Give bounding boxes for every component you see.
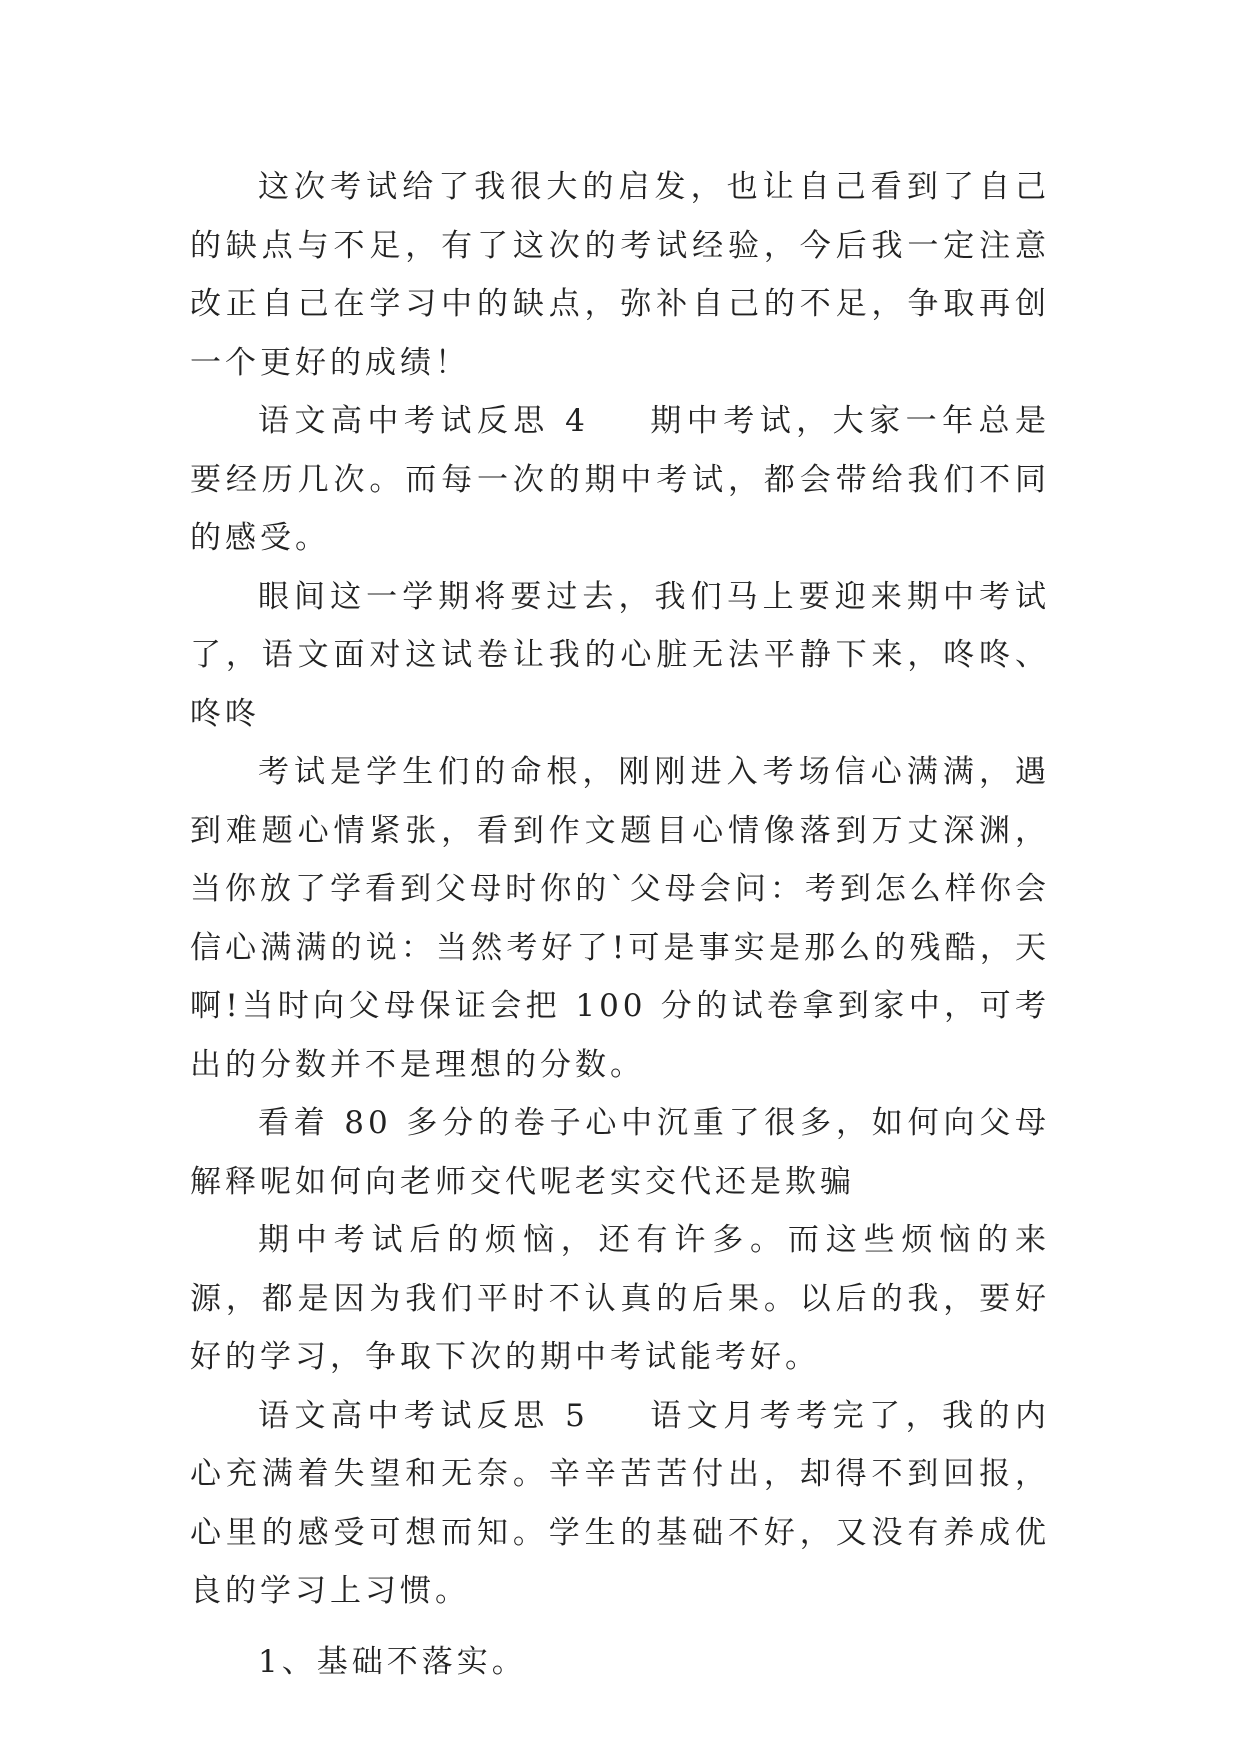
paragraph-4: 考试是学生们的命根，刚刚进入考场信心满满，遇到难题心情紧张，看到作文题目心情像落到万丈深渊，当你放了学看到父母时你的`父母会问：考到怎么样你会信心满满的说：当然考好了!可是事实是那么的残酷，天啊!当时向父母保证会把 100 分的试卷拿到家中，可考出的分数并不是理想的分数。: [190, 754, 1050, 1083]
paragraph-1: 这次考试给了我很大的启发，也让自己看到了自己的缺点与不足，有了这次的考试经验，今后我一定注意改正自己在学习中的缺点，弥补自己的不足，争取再创一个更好的成绩！: [190, 169, 1050, 381]
paragraph-2-body: 期中考试，大家一年总是要经历几次。而每一次的期中考试，都会带给我们不同的感受。: [190, 403, 1051, 556]
paragraph-7-body: 语文月考考完了，我的内心充满着失望和无奈。辛辛苦苦付出，却得不到回报，心里的感受可想而知。学生的基础不好，又没有养成优良的学习上习惯。: [190, 1397, 1051, 1609]
paragraph-2: [190, 392, 1050, 568]
paragraph-7: [190, 1387, 1050, 1621]
paragraph-6: 期中考试后的烦恼，还有许多。而这些烦恼的来源，都是因为我们平时不认真的后果。以后的我，要好好的学习，争取下次的期中考试能考好。: [190, 1222, 1050, 1375]
section-title-5: 语文高中考试反思 5: [258, 1397, 589, 1434]
paragraph-5: 看着 80 多分的卷子心中沉重了很多，如何向父母解释呢如何向老师交代呢老实交代还是欺骗: [190, 1105, 1050, 1200]
paragraph-3: 眼间这一学期将要过去，我们马上要迎来期中考试了，语文面对这试卷让我的心脏无法平静下来，咚咚、咚咚: [190, 578, 1050, 732]
section-title-4: 语文高中考试反思 4: [258, 403, 589, 439]
document-body: [190, 158, 1050, 1691]
paragraph-8: 1、基础不落实。: [258, 1643, 527, 1680]
